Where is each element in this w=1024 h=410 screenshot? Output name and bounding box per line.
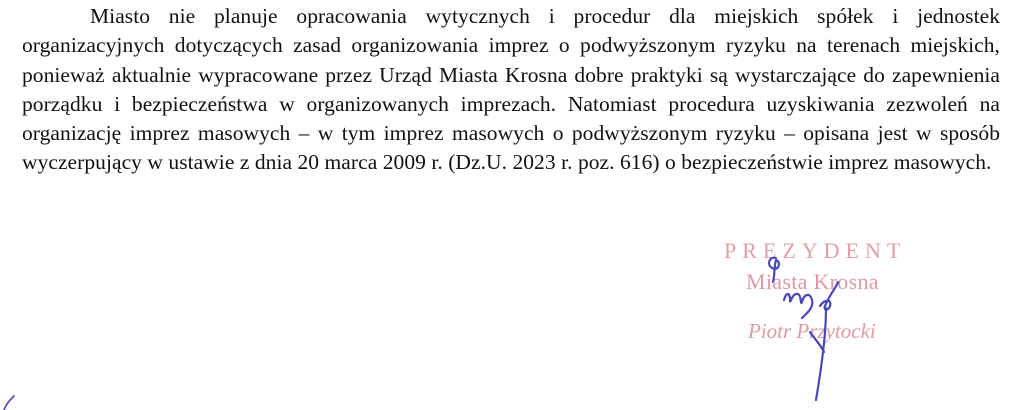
body-paragraph: Miasto nie planuje opracowania wytycznych i procedur dla miejskich spółek i jednostek organizacyjnych dotyczących zasad organizowania imprez o podwyższonym ryzyku na terenach miejskich, ponieważ aktualnie wypracowane przez Urząd Miasta Krosna dobre praktyki są wystarczające do zapewnienia porządku i bezpieczeństwa w organizowanych imprezach. Natomiast procedura uzyskiwania zezwoleń na organizację imprez masowych – w tym imprez masowych o podwyższonym ryzyku – opisana jest w sposób wyczerpujący w ustawie z dnia 20 marca 2009 r. (Dz.U. 2023 r. poz. 616) o bezpieczeństwie imprez masowych. <box>22 4 1000 175</box>
stamp-city: Miasta Krosna <box>746 269 879 294</box>
margin-pen-mark <box>0 392 24 410</box>
handwritten-signature <box>740 248 880 410</box>
stamp-title: PREZYDENT <box>724 238 907 263</box>
stamp-name: Piotr Przytocki <box>748 319 876 343</box>
